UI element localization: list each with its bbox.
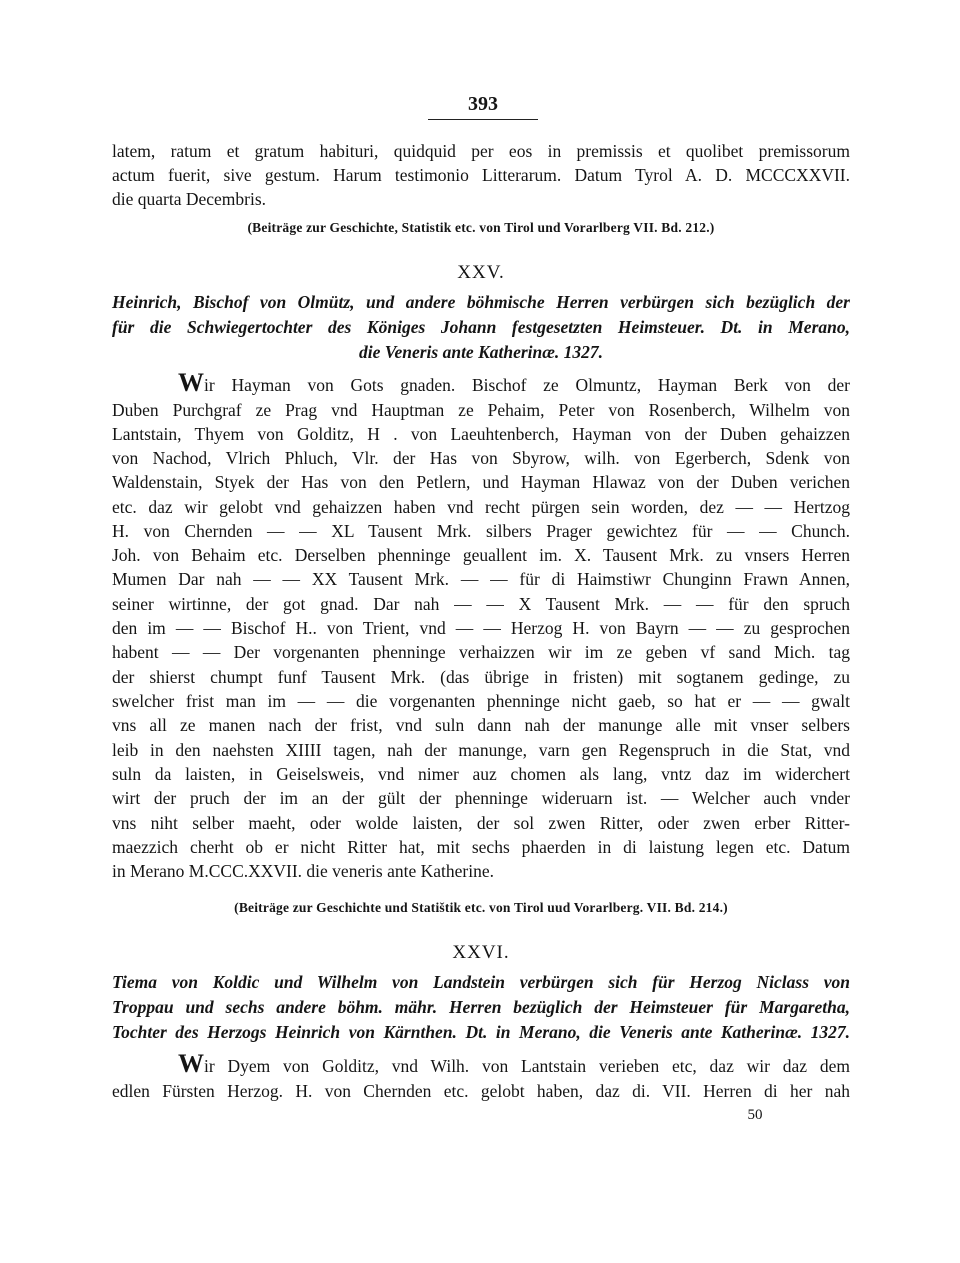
text-line: Joh. von Behaim etc. Derselben phenninge geuallent im. X. Tausent Mrk. zu vnsers Herren xyxy=(112,545,850,565)
text-line: edlen Fürsten Herzog. H. von Chernden etc. gelobt haben, daz di. VII. Herren di her nah xyxy=(112,1081,850,1101)
document-numeral: XXVI. xyxy=(452,942,510,963)
text-line: Lantstain, Thyem von Golditz, H . von Laeuhtenberch, Hayman von der Duben gehaizzen xyxy=(112,424,850,444)
text-line: maezzich cherht ob er nicht Ritter hat, mit sechs phaerden in di laistung legen etc. Datum xyxy=(112,837,850,857)
text-line: von Nachod, Vlrich Phluch, Vlr. der Has von Sbyrow, wilh. von Egerberch, Sdenk von xyxy=(112,448,850,468)
text-line: die quarta Decembris. xyxy=(112,189,267,209)
text-line: suln da laisten, in Geiselsweis, vnd nimer auz chomen als lang, vntz daz im widerchert xyxy=(112,764,850,784)
document-numeral: XXV. xyxy=(457,262,505,283)
text-line: in Merano M.CCC.XXVII. die veneris ante Katherine. xyxy=(112,861,494,881)
first-text-line xyxy=(178,1049,850,1078)
text-line: latem, ratum et gratum habituri, quidquid per eos in premissis et quolibet premissorum xyxy=(112,141,850,161)
text-line: der shierst chumpt funf Tausent Mrk. (das übrige in fristen) mit sogtanem gedinge, zu xyxy=(112,667,850,687)
text-line: Mumen Dar nah — — XX Tausent Mrk. — — für di Haimstiwr Chunginn Frawn Annen, xyxy=(112,569,850,589)
page-number: 393 xyxy=(428,92,538,120)
citation: (Beiträge zur Geschichte, Statistik etc. von Tirol und Vorarlberg VII. Bd. 212.) xyxy=(247,220,715,235)
text-line: vns all ze manen nach der frist, vnd suln dann nah der manunge alle mit vnser selbers xyxy=(112,715,850,735)
document-heading-line: Heinrich, Bischof von Olmütz, und andere böhmische Herren verbürgen sich bezüglich der xyxy=(112,292,850,312)
document-heading-line: die Veneris ante Katherinæ. 1327. xyxy=(358,342,604,362)
document-heading-line: Tiema von Koldic und Wilhelm von Landstein verbürgen sich für Herzog Niclass von xyxy=(112,972,850,992)
first-line-text: ir Hayman von Gots gnaden. Bischof ze Olmuntz, Hayman Berk von der xyxy=(204,375,850,395)
document-heading-line: für die Schwiegertochter des Königes Johann festgesetzten Heimsteuer. Dt. in Merano, xyxy=(112,317,850,337)
text-line: seiner wirtinne, der got gnad. Dar nah — — X Tausent Mrk. — — für den spruch xyxy=(112,594,850,614)
citation: (Beiträge zur Geschichte und Statištik etc. von Tirol uud Vorarlberg. VII. Bd. 214.) xyxy=(234,900,728,915)
text-line: leib in den naehsten XIIII tagen, nah der manunge, varn gen Regenspruch in die Stat, vnd xyxy=(112,740,850,760)
initial-letter: W xyxy=(178,368,204,397)
first-text-line xyxy=(178,368,850,397)
text-line: Waldenstain, Styek der Has von den Petlern, und Hayman Hlawaz von der Duben verichen xyxy=(112,472,850,492)
signature-mark: 50 xyxy=(747,1107,763,1123)
document-heading-line: Troppau und sechs andere böhm. mähr. Herren bezüglich der Heimsteuer für Margaretha, xyxy=(112,997,850,1017)
text-line: H. von Chernden — — XL Tausent Mrk. silbers Prager gewichtez für — — Chunch. xyxy=(112,521,850,541)
text-line: vns niht selber maeht, oder wolde laisten, der sol zwen Ritter, oder zwen erber Ritter- xyxy=(112,813,850,833)
text-line: habent — — Der vorgenanten phenninge verhaizzen wir im ze geben vf sand Mich. tag xyxy=(112,642,850,662)
text-line: etc. daz wir gelobt vnd gehaizzen haben vnd recht pürgen sein worden, dez — — Hertzog xyxy=(112,497,850,517)
first-line-text: ir Dyem von Golditz, vnd Wilh. von Lantstain verieben etc, daz wir daz dem xyxy=(204,1056,850,1076)
document-heading-line: Tochter des Herzogs Heinrich von Kärnthen. Dt. in Merano, die Veneris ante Katherinæ. 1327. xyxy=(112,1022,850,1042)
text-line: den im — — Bischof H.. von Trient, vnd — — Herzog H. von Bayrn — — zu gesprochen xyxy=(112,618,850,638)
text-line: actum fuerit, sive gestum. Harum testimonio Litterarum. Datum Tyrol A. D. MCCCXXVII. xyxy=(112,165,850,185)
text-line: wirt der pruch der im an der gült der phenninge wideruarn ist. — Welcher auch vnder xyxy=(112,788,850,808)
text-line: swelcher frist man im — — die vorgenanten phenninge nicht gaeb, so hat er — — gwalt xyxy=(112,691,850,711)
text-line: Duben Purchgraf ze Prag vnd Hauptman ze Pehaim, Peter von Rosenberch, Wilhelm von xyxy=(112,400,850,420)
initial-letter: W xyxy=(178,1049,204,1078)
